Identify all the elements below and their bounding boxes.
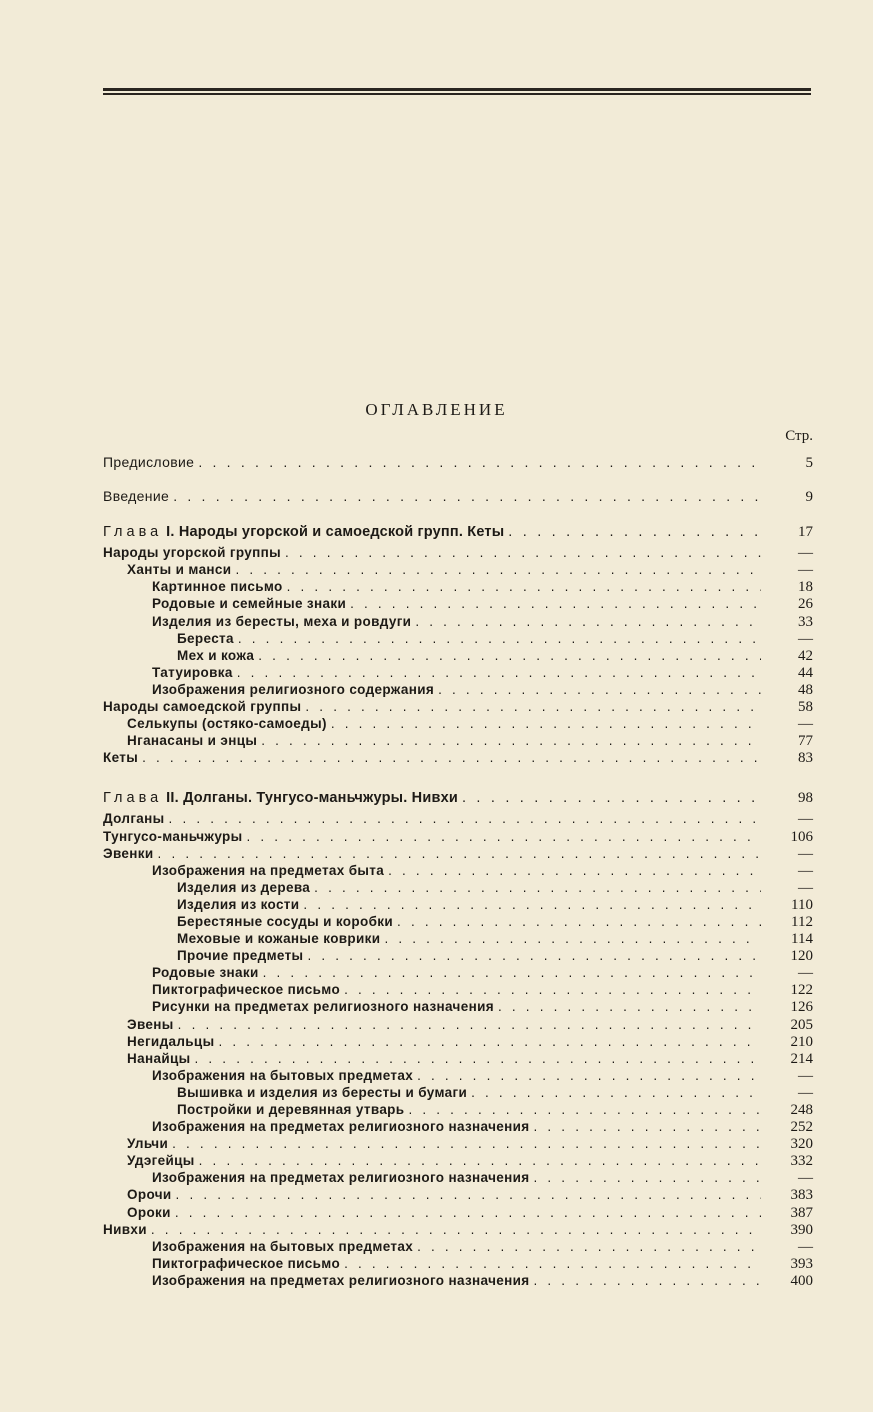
toc-entry	[103, 544, 813, 561]
page-number: 390	[790, 1221, 813, 1238]
toc-entry	[103, 454, 813, 471]
page-number: 210	[790, 1033, 813, 1050]
chapter-title: I. Народы угорской и самоедской групп. Кеты	[166, 524, 505, 541]
toc-entry	[103, 630, 813, 647]
page-column-label: Стр.	[785, 428, 813, 444]
page-number: 126	[790, 999, 813, 1016]
toc-section	[103, 454, 813, 471]
entry-title: Нанайцы	[127, 1050, 191, 1066]
page-number: 248	[790, 1102, 813, 1118]
toc-entry	[103, 879, 813, 896]
dot-leader	[287, 578, 761, 595]
page-number: 110	[791, 896, 813, 913]
chapter-prefix: Глава	[103, 790, 163, 807]
toc-entry	[103, 1101, 813, 1118]
entry-title: Татуировка	[152, 664, 233, 680]
dot-leader	[331, 715, 761, 732]
toc-entry	[103, 998, 813, 1015]
page-number: 17	[798, 524, 813, 541]
dot-leader	[285, 544, 761, 561]
page-number: —	[798, 545, 813, 562]
entry-title: Береста	[177, 630, 234, 646]
chapter-prefix: Глава	[103, 524, 163, 541]
entry-title: Эвенки	[103, 845, 154, 861]
page-number: —	[798, 811, 813, 828]
toc-entry	[103, 1238, 813, 1255]
page-number: 58	[798, 699, 813, 716]
dot-leader	[235, 561, 761, 578]
page-number: 18	[798, 579, 813, 596]
toc-entry	[103, 715, 813, 732]
dot-leader	[350, 595, 761, 612]
page-number: 332	[790, 1153, 813, 1170]
page-number: —	[798, 1238, 813, 1255]
entry-title: Изделия из кости	[177, 896, 300, 912]
dot-leader	[388, 862, 761, 879]
toc-entry	[103, 1169, 813, 1186]
dot-leader	[498, 998, 761, 1015]
entry-title: Эвены	[127, 1016, 174, 1032]
entry-title: Народы угорской группы	[103, 545, 281, 561]
page-number: 122	[790, 982, 813, 999]
toc-entry	[103, 845, 813, 862]
dot-leader	[199, 1152, 761, 1169]
entry-title: Ороки	[127, 1204, 171, 1220]
toc-entry	[103, 828, 813, 845]
page-number: —	[798, 1067, 813, 1084]
page-number: 98	[798, 790, 813, 807]
toc-entry	[103, 578, 813, 595]
dot-leader	[417, 1238, 761, 1255]
page-number: 9	[805, 489, 813, 506]
dot-leader	[178, 1016, 761, 1033]
toc-entry	[103, 698, 813, 715]
entry-title: Нганасаны и энцы	[127, 733, 258, 749]
toc-entry	[103, 1050, 813, 1067]
entry-title: Постройки и деревянная утварь	[177, 1102, 405, 1117]
dot-leader	[305, 698, 761, 715]
toc-entry	[103, 732, 813, 749]
entry-title: Изделия из дерева	[177, 879, 311, 895]
page-number: —	[798, 1170, 813, 1187]
entry-title: Изображения на предметах религиозного назначения	[152, 1272, 530, 1288]
page-number: 48	[798, 681, 813, 698]
toc-entry	[103, 488, 813, 505]
chapter-heading	[103, 522, 813, 542]
dot-leader	[261, 732, 761, 749]
toc-entry	[103, 1152, 813, 1169]
toc-entry	[103, 1016, 813, 1033]
chapter-title: II. Долганы. Тунгусо-маньчжуры. Нивхи	[166, 790, 458, 807]
dot-leader	[534, 1272, 762, 1289]
dot-leader	[172, 1135, 761, 1152]
toc-entry	[103, 862, 813, 879]
dot-leader	[408, 1101, 761, 1118]
page-number: 44	[798, 664, 813, 681]
page-number: 114	[791, 931, 813, 948]
toc-entry	[103, 1118, 813, 1135]
page-number: 5	[805, 455, 813, 471]
entry-title: Народы самоедской группы	[103, 699, 302, 715]
page-number: —	[798, 630, 813, 647]
dot-leader	[462, 788, 761, 808]
page-number: 42	[798, 647, 813, 664]
page-number: 400	[790, 1272, 813, 1289]
toc-entry	[103, 947, 813, 964]
entry-title: Нивхи	[103, 1221, 147, 1237]
dot-leader	[344, 981, 761, 998]
toc-entry	[103, 964, 813, 981]
page-number: 214	[790, 1050, 813, 1067]
top-rule	[103, 88, 811, 91]
toc-entry	[103, 1255, 813, 1272]
page-number: —	[798, 879, 813, 896]
entry-title: Ульчи	[127, 1136, 169, 1152]
entry-title: Селькупы (остяко-самоеды)	[127, 716, 327, 732]
entry-title: Родовые знаки	[152, 965, 259, 981]
dot-leader	[344, 1255, 761, 1272]
page-number: 320	[790, 1136, 813, 1153]
entry-title: Негидальцы	[127, 1033, 215, 1049]
toc-entry	[103, 1272, 813, 1289]
page-number: —	[798, 716, 813, 733]
dot-leader	[384, 930, 761, 947]
entry-title: Изображения на предметах религиозного назначения	[152, 1119, 530, 1135]
entry-title: Изображения на предметах быта	[152, 862, 385, 878]
toc-entry	[103, 595, 813, 612]
dot-leader	[151, 1221, 761, 1238]
entry-title: Кеты	[103, 750, 139, 766]
dot-leader	[397, 913, 761, 930]
dot-leader	[415, 613, 761, 630]
page-number: 112	[791, 913, 813, 930]
toc-section	[103, 522, 813, 766]
dot-leader	[176, 1186, 761, 1203]
entry-title: Изображения на бытовых предметах	[152, 1067, 414, 1083]
entry-title: Долганы	[103, 811, 165, 827]
toc-entry	[103, 913, 813, 930]
page-title: ОГЛАВЛЕНИЕ	[365, 400, 508, 419]
table-of-contents	[103, 454, 813, 1311]
dot-leader	[508, 522, 761, 542]
page-number: 205	[790, 1016, 813, 1033]
dot-leader	[534, 1169, 762, 1186]
page-number: —	[798, 965, 813, 982]
dot-leader	[142, 749, 761, 766]
page-number: —	[798, 1084, 813, 1101]
dot-leader	[471, 1084, 761, 1101]
entry-title: Орочи	[127, 1187, 172, 1203]
page-number: 26	[798, 596, 813, 613]
dot-leader	[158, 845, 761, 862]
toc-entry	[103, 981, 813, 998]
toc-section	[103, 788, 813, 1289]
entry-title: Изображения на бытовых предметах	[152, 1238, 414, 1254]
entry-title: Удэгейцы	[127, 1153, 195, 1169]
toc-entry	[103, 1204, 813, 1221]
page-number: 77	[798, 733, 813, 750]
toc-section	[103, 488, 813, 505]
entry-title: Родовые и семейные знаки	[152, 596, 347, 612]
dot-leader	[173, 488, 761, 505]
entry-title: Пиктографическое письмо	[152, 982, 341, 998]
page-number: —	[798, 845, 813, 862]
entry-title: Введение	[103, 488, 170, 505]
dot-leader	[438, 681, 761, 698]
dot-leader	[169, 810, 761, 827]
dot-leader	[247, 828, 762, 845]
chapter-heading	[103, 788, 813, 808]
entry-title: Берестяные сосуды и коробки	[177, 913, 394, 929]
dot-leader	[417, 1067, 761, 1084]
page-number: 252	[790, 1119, 813, 1136]
entry-title: Вышивка и изделия из бересты и бумаги	[177, 1084, 468, 1100]
toc-entry	[103, 561, 813, 578]
page-number: —	[798, 862, 813, 879]
entry-title: Изделия из бересты, меха и ровдуги	[152, 613, 412, 629]
toc-entry	[103, 613, 813, 630]
toc-entry	[103, 1084, 813, 1101]
page-number: 393	[790, 1255, 813, 1272]
page-number: 120	[790, 948, 813, 965]
toc-entry	[103, 896, 813, 913]
entry-title: Меховые и кожаные коврики	[177, 931, 381, 947]
entry-title: Прочие предметы	[177, 948, 304, 964]
toc-entry	[103, 1186, 813, 1203]
dot-leader	[534, 1118, 762, 1135]
entry-title: Картинное письмо	[152, 579, 283, 595]
dot-leader	[198, 454, 761, 471]
entry-title: Изображения на предметах религиозного назначения	[152, 1170, 530, 1186]
dot-leader	[314, 879, 761, 896]
page-number: 33	[798, 613, 813, 630]
page-number: 106	[790, 828, 813, 845]
page-number: 387	[790, 1204, 813, 1221]
top-rule-thin	[103, 93, 811, 95]
entry-title: Изображения религиозного содержания	[152, 681, 435, 697]
entry-title: Предисловие	[103, 454, 195, 470]
dot-leader	[263, 964, 761, 981]
dot-leader	[238, 630, 761, 647]
toc-entry	[103, 681, 813, 698]
dot-leader	[175, 1204, 761, 1221]
toc-entry	[103, 647, 813, 664]
dot-leader	[307, 947, 761, 964]
toc-entry	[103, 810, 813, 827]
entry-title: Рисунки на предметах религиозного назначения	[152, 999, 494, 1015]
dot-leader	[303, 896, 761, 913]
page-number: 83	[798, 750, 813, 767]
dot-leader	[237, 664, 761, 681]
entry-title: Пиктографическое письмо	[152, 1255, 341, 1271]
entry-title: Мех и кожа	[177, 647, 255, 663]
toc-entry	[103, 1221, 813, 1238]
page-number: 383	[790, 1187, 813, 1204]
toc-entry	[103, 1067, 813, 1084]
toc-entry	[103, 930, 813, 947]
dot-leader	[258, 647, 761, 664]
entry-title: Ханты и манси	[127, 562, 232, 578]
entry-title: Тунгусо-маньчжуры	[103, 828, 243, 844]
toc-entry	[103, 1135, 813, 1152]
dot-leader	[195, 1050, 762, 1067]
dot-leader	[218, 1033, 761, 1050]
toc-entry	[103, 664, 813, 681]
page-number: —	[798, 562, 813, 579]
toc-entry	[103, 749, 813, 766]
toc-entry	[103, 1033, 813, 1050]
